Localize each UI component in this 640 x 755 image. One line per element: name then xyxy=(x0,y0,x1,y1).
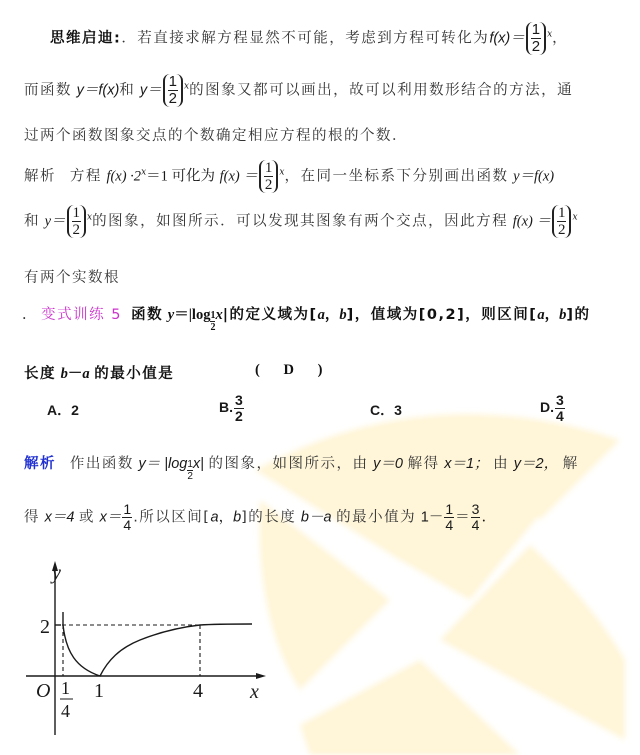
fraction-half: $\frac{1}{2}$ xyxy=(552,205,572,238)
option-a[interactable]: A．2 xyxy=(47,402,79,418)
analysis2-label: 解析 xyxy=(24,456,56,472)
x-axis-arrow-icon xyxy=(256,673,266,679)
function-graph xyxy=(0,550,300,755)
y-axis-label: y xyxy=(52,562,61,584)
reference-lines xyxy=(55,625,200,676)
exercise-line-2: 长度 b－a 的最小值是 xyxy=(24,366,175,382)
y-tick-2: 2 xyxy=(40,616,50,638)
svg-text:1: 1 xyxy=(61,678,70,698)
curve-log-half-abs xyxy=(63,612,252,676)
analysis1-line-3: 有两个实数根 xyxy=(24,270,120,286)
origin-label: O xyxy=(36,680,51,702)
x-axis-label: x xyxy=(250,681,259,703)
analysis1-line-2: 和 y＝ $\frac{1}{2}$ $^x$的图象，如图所示．可以发现其图象有两个交点，因此方程 f(x) ＝ $\frac{1}{2}$ $^x$ xyxy=(24,205,578,238)
option-c[interactable]: C．3 xyxy=(370,402,402,418)
hint-fx: f(x)＝ xyxy=(489,30,525,47)
fraction-half: $\frac{1}{2}$ xyxy=(67,205,87,238)
answer-bracket: ( D ) xyxy=(255,362,323,378)
x-tick-4: 4 xyxy=(193,680,203,702)
hint-text: ．若直接求解方程显然不可能，考虑到方程可转化为 xyxy=(121,30,490,47)
analysis2-line-1: 解析 作出函数 y＝ |log $\frac{1}{2}$ x| 的图象，如图所示，由 y＝0 解得 x＝1； 由 y＝2， 解 xyxy=(24,456,579,482)
hint-line-1: 思维启迪:．若直接求解方程显然不可能，考虑到方程可转化为f(x)＝ $\frac{1}{2}$ $^x$， xyxy=(50,21,569,55)
fraction-half: $\frac{1}{2}$ xyxy=(259,160,279,193)
hint-line-2: 而函数 y＝f(x)和 y＝ $\frac{1}{2}$ $^x$的图象又都可以画出，故可以利用数形结合的方法，通 xyxy=(24,73,574,107)
fraction-half: $\frac{1}{2}$ xyxy=(526,22,546,55)
hint-label: 思维启迪: xyxy=(50,30,122,47)
hint-line-3: 过两个函数图象交点的个数确定相应方程的根的个数． xyxy=(24,128,408,144)
exercise-line-1: ． 变式训练 5 函数 y＝|log $\frac{1}{2}$ x|的定义域为[a，b]，值域为[0,2]，则区间[a，b]的 xyxy=(22,306,591,333)
x-tick-quarter xyxy=(60,678,73,721)
option-b[interactable]: B. $\frac{3}{2}$ xyxy=(219,392,243,424)
analysis2-line-2: 得 x＝4 或 x＝ $\frac{1}{4}$ .所以区间[a，b]的长度 b－a 的最小值为 1－ $\frac{1}{4}$ ＝ $\frac{3}{4}$ . xyxy=(24,501,487,533)
exercise-label: 变式训练 5 xyxy=(41,307,122,323)
x-tick-1: 1 xyxy=(94,680,104,702)
analysis1-line-1: 解析 方程 $f(x) \cdot 2^x=1$ 可化为 f(x) ＝ $\frac{1}{2}$ $^x$，在同一坐标系下分别画出函数 y＝f(x) xyxy=(24,160,555,193)
fraction-half: $\frac{1}{2}$ xyxy=(163,74,183,107)
svg-text:4: 4 xyxy=(61,701,70,721)
option-d[interactable]: D. $\frac{3}{4}$ xyxy=(540,392,564,424)
answer-value: D xyxy=(283,362,294,378)
analysis1-label: 解析 xyxy=(24,168,56,185)
